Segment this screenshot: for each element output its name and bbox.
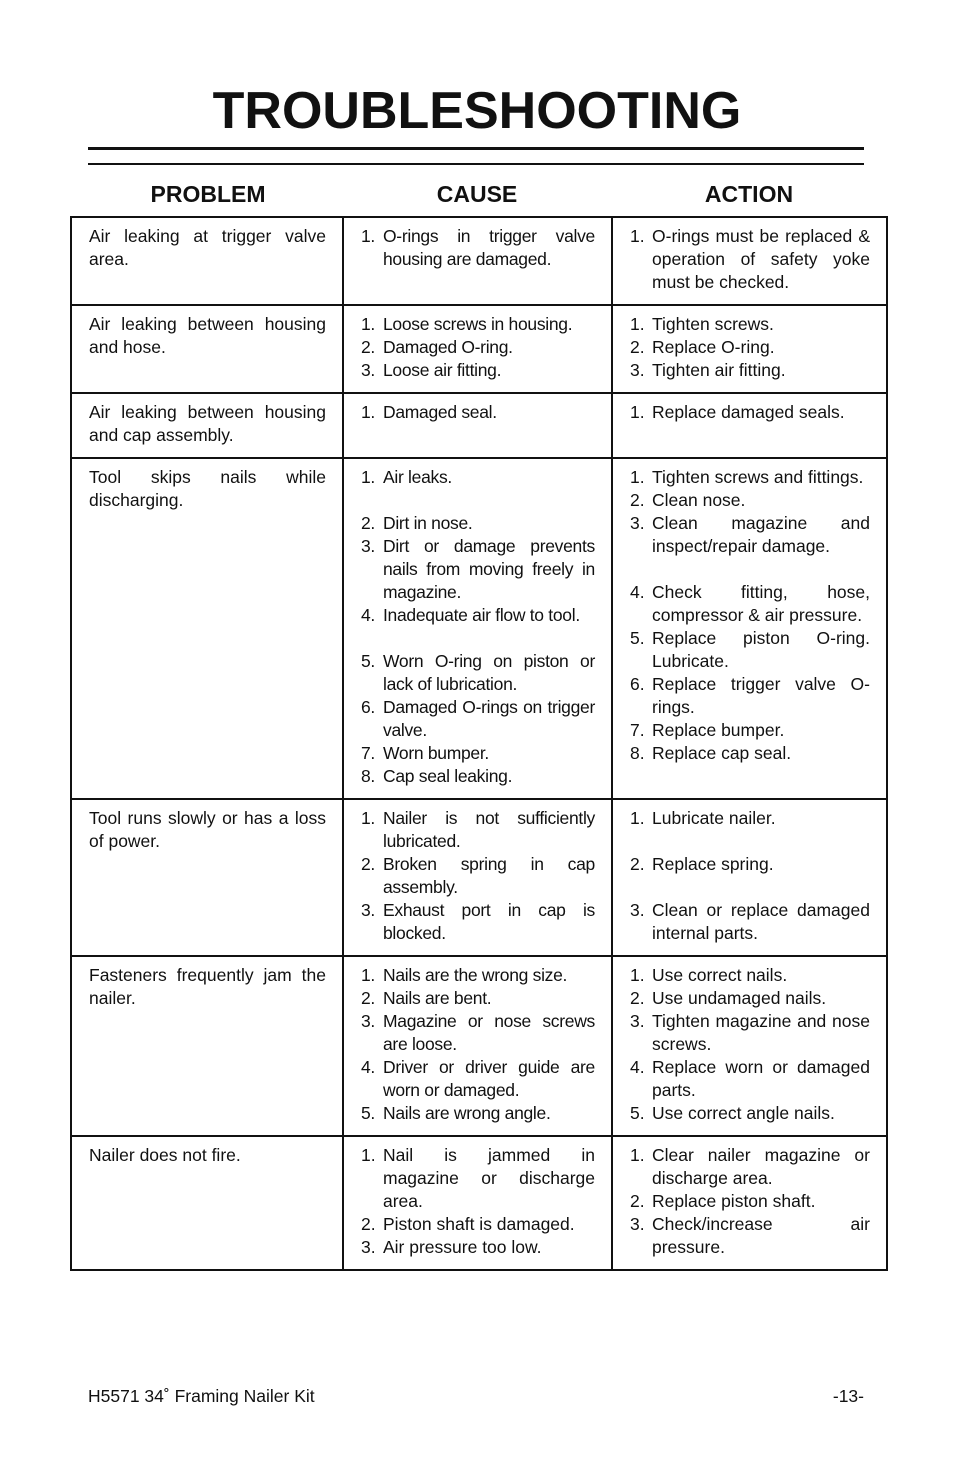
action-item: 1. Replace damaged seals.	[630, 402, 845, 422]
action-item: 4. Replace worn or damaged parts.	[630, 1057, 870, 1100]
problem-cell: Tool runs slowly or has a loss of power.	[71, 799, 343, 956]
action-cell	[612, 1136, 887, 1270]
action-item: 8. Replace cap seal.	[630, 743, 792, 763]
action-text: Replace piston O-ring. Lubricate.	[652, 628, 870, 671]
cause-text: Dirt or damage prevents nails from moving freely in magazine.	[383, 536, 595, 602]
action-cell	[612, 305, 887, 393]
table-row	[71, 217, 887, 305]
cause-text: Loose air fitting.	[383, 360, 502, 380]
troubleshooting-table	[70, 216, 888, 1271]
problem-cell: Air leaking at trigger valve area.	[71, 217, 343, 305]
action-item: 1. Clear nailer magazine or discharge area.	[630, 1145, 870, 1188]
cause-item: 1. Air leaks.	[361, 467, 452, 487]
footer-product-name: H5571 34˚ Framing Nailer Kit	[88, 1386, 315, 1406]
action-item: 1. Lubricate nailer.	[630, 808, 776, 828]
cause-cell	[343, 217, 612, 305]
cause-cell	[343, 956, 612, 1136]
cause-item: 1. Damaged seal.	[361, 402, 497, 422]
problem-cell: Fasteners frequently jam the nailer.	[71, 956, 343, 1136]
cause-cell	[343, 393, 612, 458]
action-item: 2. Use undamaged nails.	[630, 988, 827, 1008]
action-text: Clear nailer magazine or discharge area.	[652, 1145, 870, 1188]
action-item: 5. Use correct angle nails.	[630, 1103, 835, 1123]
action-text: Use correct nails.	[652, 965, 788, 985]
problem-cell: Nailer does not fire.	[71, 1136, 343, 1270]
action-text: Check fitting, hose, compressor & air pressure.	[652, 582, 870, 625]
cause-item: 3. Air pressure too low.	[361, 1237, 542, 1257]
cause-cell	[343, 305, 612, 393]
action-item: 1. O-rings must be replaced & operation of safety yoke must be checked.	[630, 226, 870, 292]
action-item: 3. Clean magazine and inspect/repair damage.	[630, 513, 870, 556]
cause-item: 1. Nail is jammed in magazine or discharge area.	[361, 1145, 595, 1211]
action-text: Clean or replace damaged internal parts.	[652, 900, 870, 943]
action-text: Use correct angle nails.	[652, 1103, 835, 1123]
action-cell	[612, 217, 887, 305]
action-text: Replace spring.	[652, 854, 774, 874]
cause-text: Broken spring in cap assembly.	[383, 854, 595, 897]
table-row	[71, 305, 887, 393]
action-text: Replace piston shaft.	[652, 1191, 816, 1211]
cause-text: Air leaks.	[383, 467, 452, 487]
action-text: Replace damaged seals.	[652, 402, 845, 422]
cause-item: 2. Damaged O-ring.	[361, 337, 513, 357]
cause-text: Piston shaft is damaged.	[383, 1214, 575, 1234]
cause-text: Nails are the wrong size.	[383, 965, 568, 985]
table-row	[71, 458, 887, 799]
cause-item: 1. Loose screws in housing.	[361, 314, 573, 334]
action-text: Tighten screws and fittings.	[652, 467, 864, 487]
action-text: Tighten air fitting.	[652, 360, 786, 380]
action-item: 6. Replace trigger valve O-rings.	[630, 674, 870, 717]
action-text: Check/increase air pressure.	[652, 1214, 870, 1257]
table-row	[71, 393, 887, 458]
cause-item: 3. Loose air fitting.	[361, 360, 502, 380]
cause-cell	[343, 1136, 612, 1270]
cause-cell	[343, 799, 612, 956]
title-rule-thick	[88, 147, 864, 150]
column-headers	[72, 178, 886, 210]
cause-item: 2. Broken spring in cap assembly.	[361, 854, 595, 897]
action-item: 4. Check fitting, hose, compressor & air pressure.	[630, 582, 870, 625]
cause-text: Nailer is not sufficiently lubricated.	[383, 808, 595, 851]
action-item: 3. Tighten magazine and nose screws.	[630, 1011, 870, 1054]
action-item: 7. Replace bumper.	[630, 720, 785, 740]
action-item: 3. Check/increase air pressure.	[630, 1214, 870, 1257]
page-footer	[88, 1386, 864, 1410]
action-item: 1. Tighten screws.	[630, 314, 774, 334]
cause-text: Loose screws in housing.	[383, 314, 573, 334]
action-cell	[612, 393, 887, 458]
page-title: TROUBLESHOOTING	[212, 82, 742, 140]
action-item: 1. Use correct nails.	[630, 965, 788, 985]
cause-item: 3. Magazine or nose screws are loose.	[361, 1011, 595, 1054]
title-rule-thin	[88, 163, 864, 165]
action-text: Tighten magazine and nose screws.	[652, 1011, 870, 1054]
action-cell	[612, 458, 887, 799]
cause-item: 4. Driver or driver guide are worn or damaged.	[361, 1057, 595, 1100]
cause-item: 2. Dirt in nose.	[361, 513, 473, 533]
cause-item: 3. Exhaust port in cap is blocked.	[361, 900, 595, 943]
cause-text: Damaged O-rings on trigger valve.	[383, 697, 595, 740]
action-text: Clean nose.	[652, 490, 746, 510]
cause-item: 1. O-rings in trigger valve housing are damaged.	[361, 226, 595, 269]
header-problem: PROBLEM	[150, 181, 266, 207]
action-text: Replace O-ring.	[652, 337, 775, 357]
table-row	[71, 1136, 887, 1270]
cause-cell	[343, 458, 612, 799]
cause-text: Dirt in nose.	[383, 513, 473, 533]
cause-item: 5. Worn O-ring on piston or lack of lubrication.	[361, 651, 595, 694]
table-row	[71, 799, 887, 956]
cause-text: Exhaust port in cap is blocked.	[383, 900, 595, 943]
action-cell	[612, 799, 887, 956]
cause-item: 3. Dirt or damage prevents nails from moving freely in magazine.	[361, 536, 595, 602]
action-item: 3. Clean or replace damaged internal parts.	[630, 900, 870, 943]
action-item: 1. Tighten screws and fittings.	[630, 467, 864, 487]
cause-text: Magazine or nose screws are loose.	[383, 1011, 595, 1054]
action-text: Lubricate nailer.	[652, 808, 776, 828]
cause-text: Cap seal leaking.	[383, 766, 513, 786]
problem-cell: Air leaking between housing and cap assembly.	[71, 393, 343, 458]
cause-item: 2. Piston shaft is damaged.	[361, 1214, 575, 1234]
cause-text: O-rings in trigger valve housing are damaged.	[383, 226, 595, 269]
action-text: Replace bumper.	[652, 720, 785, 740]
header-action: ACTION	[704, 181, 794, 207]
cause-text: Worn O-ring on piston or lack of lubrication.	[383, 651, 595, 694]
problem-cell: Tool skips nails while discharging.	[71, 458, 343, 799]
action-item: 5. Replace piston O-ring. Lubricate.	[630, 628, 870, 671]
cause-item: 2. Nails are bent.	[361, 988, 492, 1008]
action-text: Replace worn or damaged parts.	[652, 1057, 870, 1100]
cause-text: Nails are wrong angle.	[383, 1103, 551, 1123]
cause-item: 5. Nails are wrong angle.	[361, 1103, 551, 1123]
action-text: Use undamaged nails.	[652, 988, 827, 1008]
action-text: Tighten screws.	[652, 314, 774, 334]
table-row	[71, 956, 887, 1136]
action-cell	[612, 956, 887, 1136]
cause-item: 1. Nails are the wrong size.	[361, 965, 568, 985]
cause-text: Nails are bent.	[383, 988, 492, 1008]
cause-text: Damaged O-ring.	[383, 337, 513, 357]
cause-item: 1. Nailer is not sufficiently lubricated.	[361, 808, 595, 851]
action-item: 2. Clean nose.	[630, 490, 746, 510]
cause-text: Driver or driver guide are worn or damaged.	[383, 1057, 595, 1100]
cause-item: 4. Inadequate air flow to tool.	[361, 605, 580, 625]
cause-text: Air pressure too low.	[383, 1237, 542, 1257]
cause-text: Worn bumper.	[383, 743, 489, 763]
problem-cell: Air leaking between housing and hose.	[71, 305, 343, 393]
action-text: Replace trigger valve O-rings.	[652, 674, 870, 717]
action-text: Clean magazine and inspect/repair damage.	[652, 513, 870, 556]
header-cause: CAUSE	[436, 181, 518, 207]
cause-text: Nail is jammed in magazine or discharge area.	[383, 1145, 595, 1211]
action-item: 3. Tighten air fitting.	[630, 360, 786, 380]
action-text: O-rings must be replaced & operation of safety yoke must be checked.	[652, 226, 870, 292]
action-item: 2. Replace piston shaft.	[630, 1191, 816, 1211]
action-text: Replace cap seal.	[652, 743, 792, 763]
action-item: 2. Replace O-ring.	[630, 337, 775, 357]
cause-item: 6. Damaged O-rings on trigger valve.	[361, 697, 595, 740]
cause-text: Damaged seal.	[383, 402, 497, 422]
page-number: -13-	[832, 1386, 864, 1406]
cause-item: 8. Cap seal leaking.	[361, 766, 513, 786]
cause-text: Inadequate air flow to tool.	[383, 605, 580, 625]
action-item: 2. Replace spring.	[630, 854, 774, 874]
cause-item: 7. Worn bumper.	[361, 743, 489, 763]
